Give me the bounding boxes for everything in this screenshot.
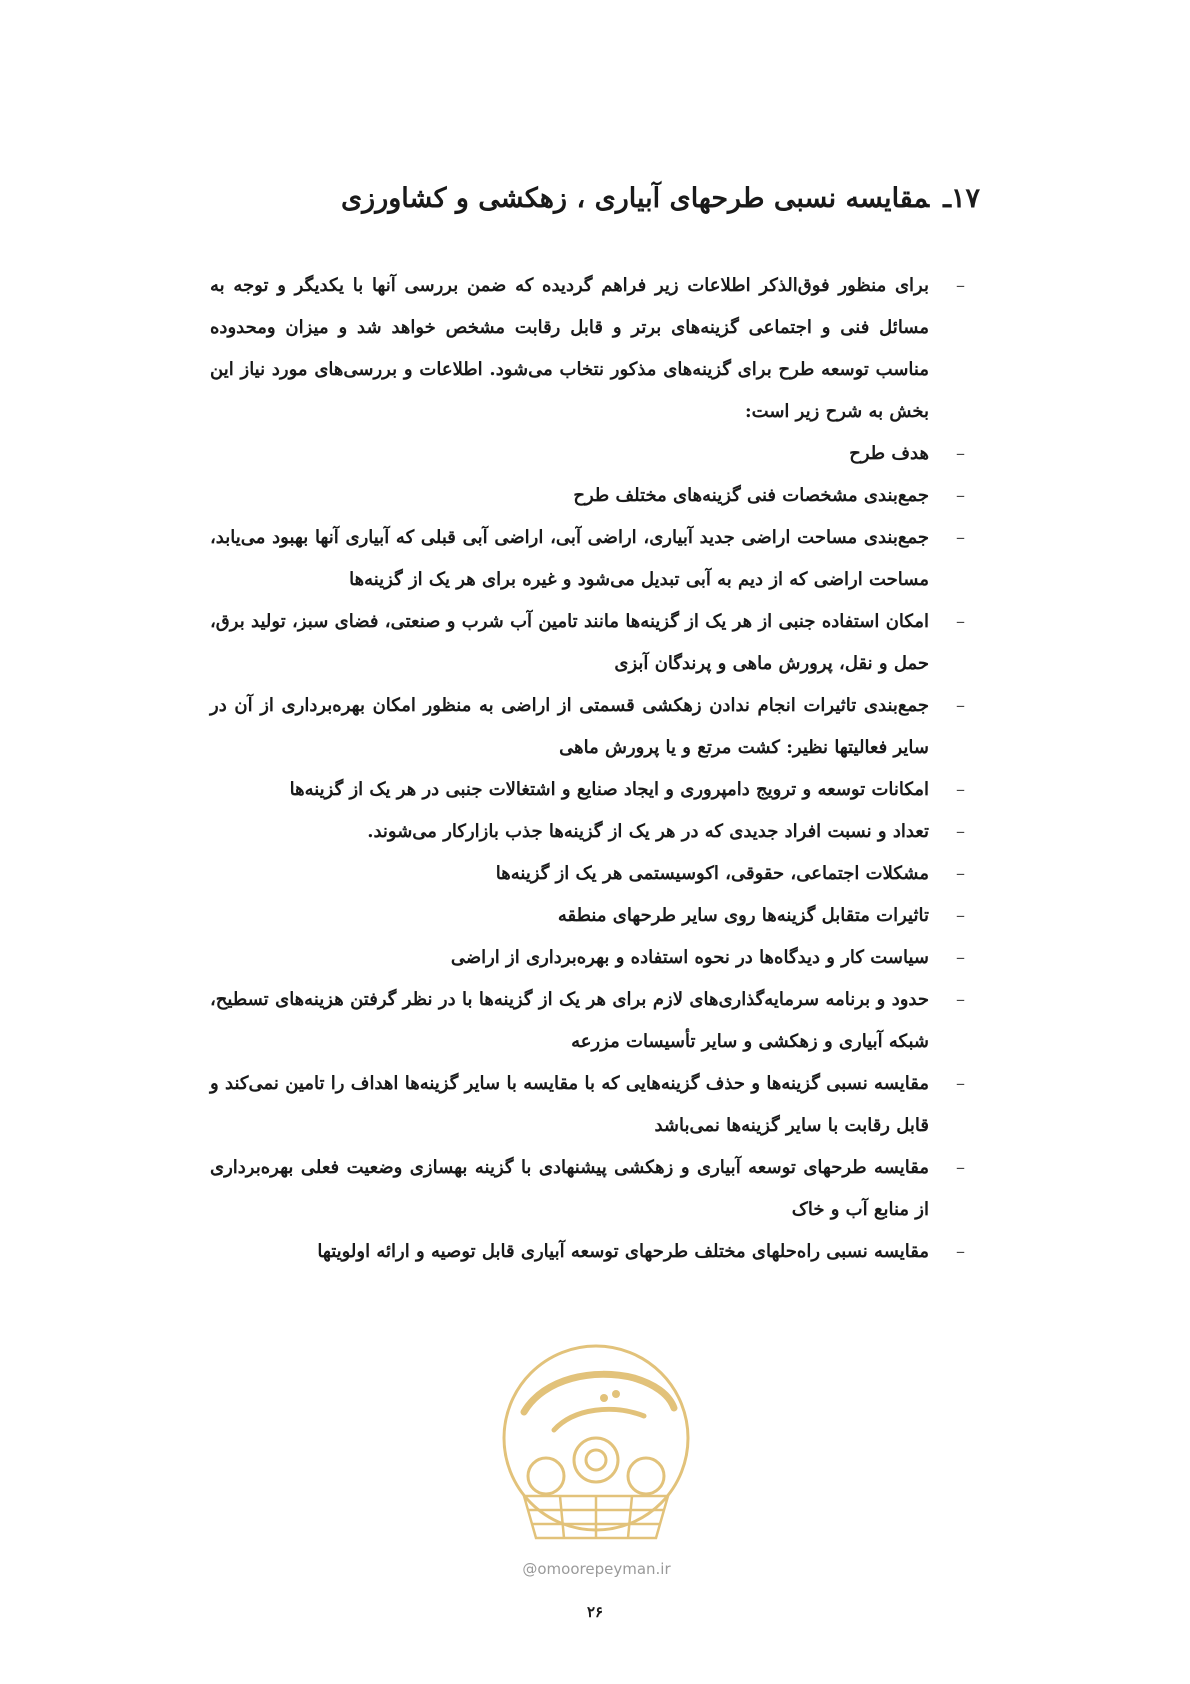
section-title: مقایسه نسبی طرحهای آبیاری ، زهکشی و کشاورزی: [341, 183, 930, 214]
item-text: تعداد و نسبت افراد جدیدی که در هر یک از گزینه‌ها جذب بازارکار می‌شوند.: [367, 821, 929, 842]
item-text: جمع‌بندی تاثیرات انجام ندادن زهکشی قسمتی از اراضی به منظور امکان بهره‌برداری از آن در سایر فعالیتها نظیر: کشت مرتع و یا پرورش ماهی: [210, 695, 929, 758]
dash-bullet: –: [956, 821, 965, 842]
item-text: هدف طرح: [849, 443, 929, 464]
list-item: [210, 433, 965, 475]
dash-bullet: –: [956, 443, 965, 464]
dash-bullet: –: [956, 1073, 965, 1094]
list-item: [210, 895, 965, 937]
list-item: [210, 265, 965, 433]
item-text: جمع‌بندی مشخصات فنی گزینه‌های مختلف طرح: [573, 485, 929, 506]
list-item: [210, 769, 965, 811]
section-heading: [341, 183, 980, 214]
item-text: برای منظور فوق‌الذکر اطلاعات زیر فراهم گردیده که ضمن بررسی آنها با یکدیگر و توجه به مسائل فنی و اجتماعی گزینه‌های برتر و قابل رقابت مشخص خواهد شد و میزان ومحدوده مناسب توسعه طرح برای گزینه‌های مذکور نتخاب می‌شود. اطلاعات و بررسی‌های مورد نیاز این بخش به شرح زیر است:: [210, 275, 929, 422]
item-text: سیاست کار و دیدگاه‌ها در نحوه استفاده و بهره‌برداری از اراضی: [450, 947, 929, 968]
list-item: [210, 811, 965, 853]
dash-bullet: –: [956, 863, 965, 884]
item-text: مشکلات اجتماعی، حقوقی، اکوسیستمی هر یک از گزینه‌ها: [495, 863, 929, 884]
dash-bullet: –: [956, 611, 965, 632]
right-gear-icon: [628, 1458, 664, 1494]
list-item: [210, 475, 965, 517]
item-text: جمع‌بندی مساحت اراضی جدید آبیاری، اراضی آبی، اراضی آبی قبلی که آبیاری آنها بهبود می‌یابد، مساحت اراضی که از دیم به آبی تبدیل می‌شود و غیره برای هر یک از گزینه‌ها: [210, 527, 929, 590]
item-text: مقایسه نسبی گزینه‌ها و حذف گزینه‌هایی که با مقایسه با سایر گزینه‌ها اهداف را تامین نمی‌کند و قابل رقابت با سایر گزینه‌ها نمی‌باشد: [210, 1073, 929, 1136]
left-gear-icon: [528, 1458, 564, 1494]
watermark-logo: [484, 1338, 709, 1553]
dash-bullet: –: [956, 1241, 965, 1262]
list-item: [210, 685, 965, 769]
item-text: امکانات توسعه و ترویج دامپروری و ایجاد صنایع و اشتغالات جنبی در هر یک از گزینه‌ها: [289, 779, 929, 800]
item-list: [210, 265, 965, 1273]
logo-gears: [528, 1438, 664, 1494]
item-text: مقایسه طرحهای توسعه آبیاری و زهکشی پیشنهادی با گزینه بهسازی وضعیت فعلی بهره‌برداری از منابع آب و خاک: [210, 1157, 929, 1220]
list-item: [210, 517, 965, 601]
item-text: مقایسه نسبی راه‌حلهای مختلف طرحهای توسعه آبیاری قابل توصیه و ارائه اولویتها: [317, 1241, 929, 1262]
logo-script-lettering: [524, 1374, 674, 1430]
list-item: [210, 601, 965, 685]
dash-bullet: –: [956, 947, 965, 968]
item-text: امکان استفاده جنبی از هر یک از گزینه‌ها مانند تامین آب شرب و صنعتی، فضای سبز، تولید برق، حمل و نقل، پرورش ماهی و پرندگان آبزی: [210, 611, 929, 674]
dash-bullet: –: [956, 989, 965, 1010]
dash-bullet: –: [956, 905, 965, 926]
item-text: حدود و برنامه سرمایه‌گذاری‌های لازم برای هر یک از گزینه‌ها با در نظر گرفتن هزینه‌های تسطیح، شبکه آبیاری و زهکشی و سایر تأسیسات مزرعه: [210, 989, 929, 1052]
dash-bullet: –: [956, 779, 965, 800]
list-item: [210, 1231, 965, 1273]
list-item: [210, 979, 965, 1063]
dash-bullet: –: [956, 695, 965, 716]
dash-bullet: –: [956, 275, 965, 296]
logo-grid-base: [524, 1496, 668, 1538]
item-text: تاثیرات متقابل گزینه‌ها روی سایر طرحهای منطقه: [557, 905, 929, 926]
list-item: [210, 853, 965, 895]
list-item: [210, 1147, 965, 1231]
page-number: ۲۶: [586, 1603, 604, 1621]
center-gear-icon: [574, 1438, 618, 1482]
dash-bullet: –: [956, 485, 965, 506]
list-item: [210, 1063, 965, 1147]
list-item: [210, 937, 965, 979]
dash-bullet: –: [956, 527, 965, 548]
logo-url: @omoorepeyman.ir: [522, 1560, 671, 1578]
dash-bullet: –: [956, 1157, 965, 1178]
section-number: ۱۷ـ: [943, 183, 980, 214]
